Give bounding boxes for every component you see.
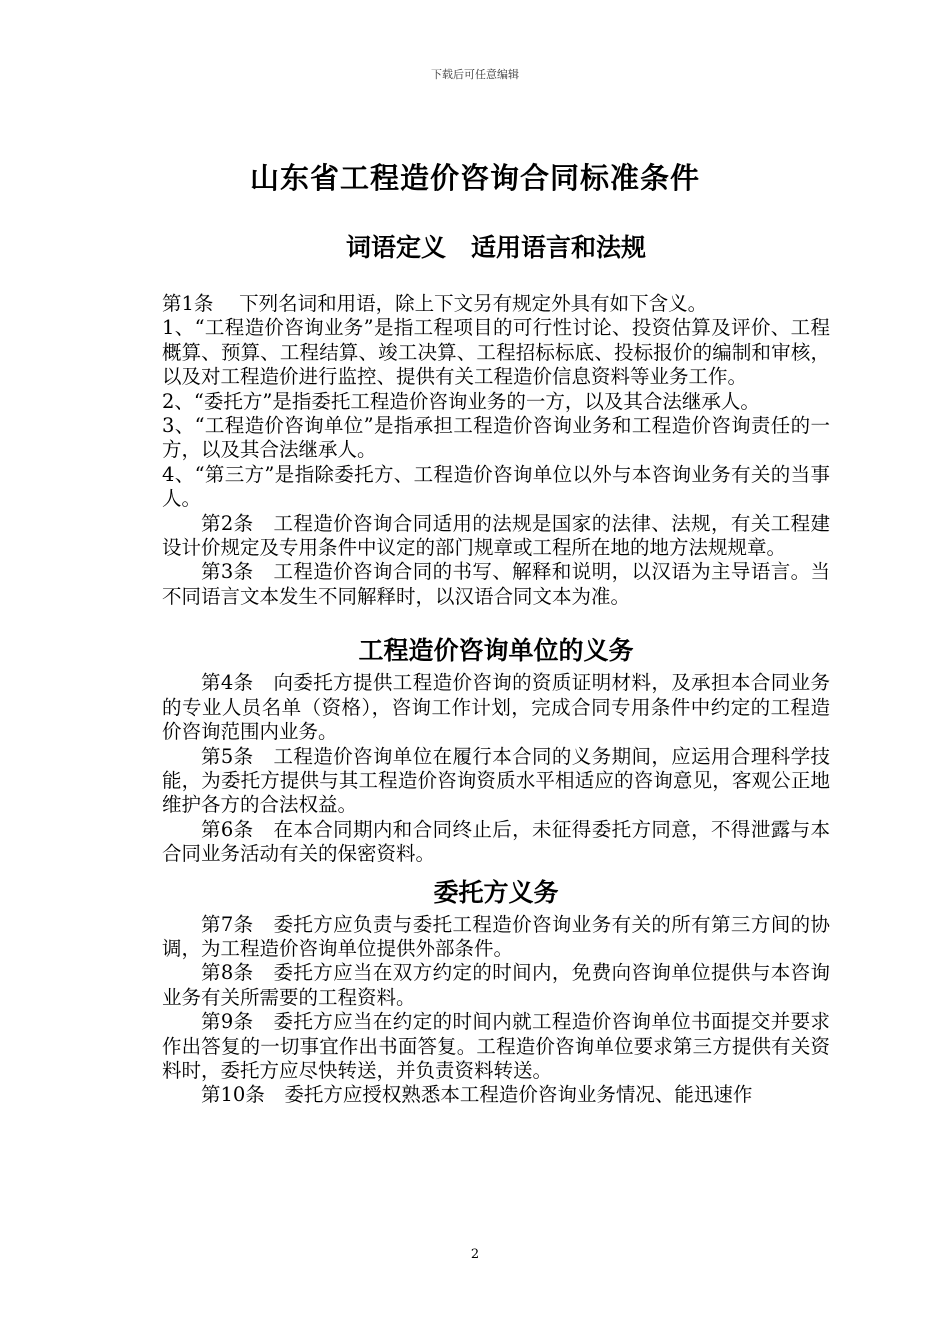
paragraph: 第1条 下列名词和用语，除上下文另有规定外具有如下含义。 — [162, 292, 708, 315]
paragraph: 2、“委托方”是指委托工程造价咨询业务的一方，以及其合法继承人。 — [162, 389, 760, 413]
paragraph: 第6条 在本合同期内和合同终止后，未征得委托方同意，不得泄露与本合同业务活动有关的保密资料。 — [162, 817, 830, 866]
paragraph: 第7条 委托方应负责与委托工程造价咨询业务有关的所有第三方间的协调，为工程造价咨询单位提供外部条件。 — [162, 912, 830, 960]
paragraph: 3、“工程造价咨询单位”是指承担工程造价咨询业务和工程造价咨询责任的一方，以及其合法继承人。 — [162, 414, 830, 462]
paragraph: 第4条 向委托方提供工程造价咨询的资质证明材料，及承担本合同业务的专业人员名单（资格），咨询工作计划，完成合同专用条件中约定的工程造价咨询范围内业务。 — [162, 671, 830, 744]
section-heading: 委托方义务 — [433, 877, 559, 907]
paragraph: 第5条 工程造价咨询单位在履行本合同的义务期间，应运用合理科学技能，为委托方提供与其工程造价咨询资质水平相适应的咨询意见，客观公正地维护各方的合法权益。 — [162, 744, 830, 817]
paragraph: 第8条 委托方应当在双方约定的时间内，免费向咨询单位提供与本咨询业务有关所需要的工程资料。 — [162, 961, 830, 1009]
document-body — [162, 232, 830, 1108]
section-heading: 工程造价咨询单位的义务 — [358, 636, 634, 666]
page-header: 下载后可任意编辑 — [431, 68, 519, 81]
paragraph: 1、“工程造价咨询业务”是指工程项目的可行性讨论、投资估算及评价、工程概算、预算、工程结算、竣工决算、工程招标标底、投标报价的编制和审核，以及对工程造价进行监控、提供有关工程造价信息资料等业务工作。 — [162, 316, 830, 389]
paragraph: 第3条 工程造价咨询合同的书写、解释和说明，以汉语为主导语言。当不同语言文本发生不同解释时，以汉语合同文本为准。 — [162, 560, 830, 608]
paragraph: 第10条 委托方应授权熟悉本工程造价咨询业务情况、能迅速作 — [201, 1083, 753, 1107]
page-number: 2 — [470, 1247, 480, 1262]
paragraph: 第9条 委托方应当在约定的时间内就工程造价咨询单位书面提交并要求作出答复的一切事宜作出书面答复。工程造价咨询单位要求第三方提供有关资料时，委托方应尽快转送，并负责资料转送。 — [162, 1010, 830, 1082]
section-heading: 词语定义 适用语言和法规 — [345, 233, 646, 262]
paragraph: 4、“第三方”是指除委托方、工程造价咨询单位以外与本咨询业务有关的当事人。 — [162, 462, 830, 511]
document-title: 山东省工程造价咨询合同标准条件 — [249, 161, 700, 195]
paragraph: 第2条 工程造价咨询合同适用的法规是国家的法律、法规，有关工程建设计价规定及专用条件中议定的部门规章或工程所在地的地方法规规章。 — [162, 511, 830, 560]
